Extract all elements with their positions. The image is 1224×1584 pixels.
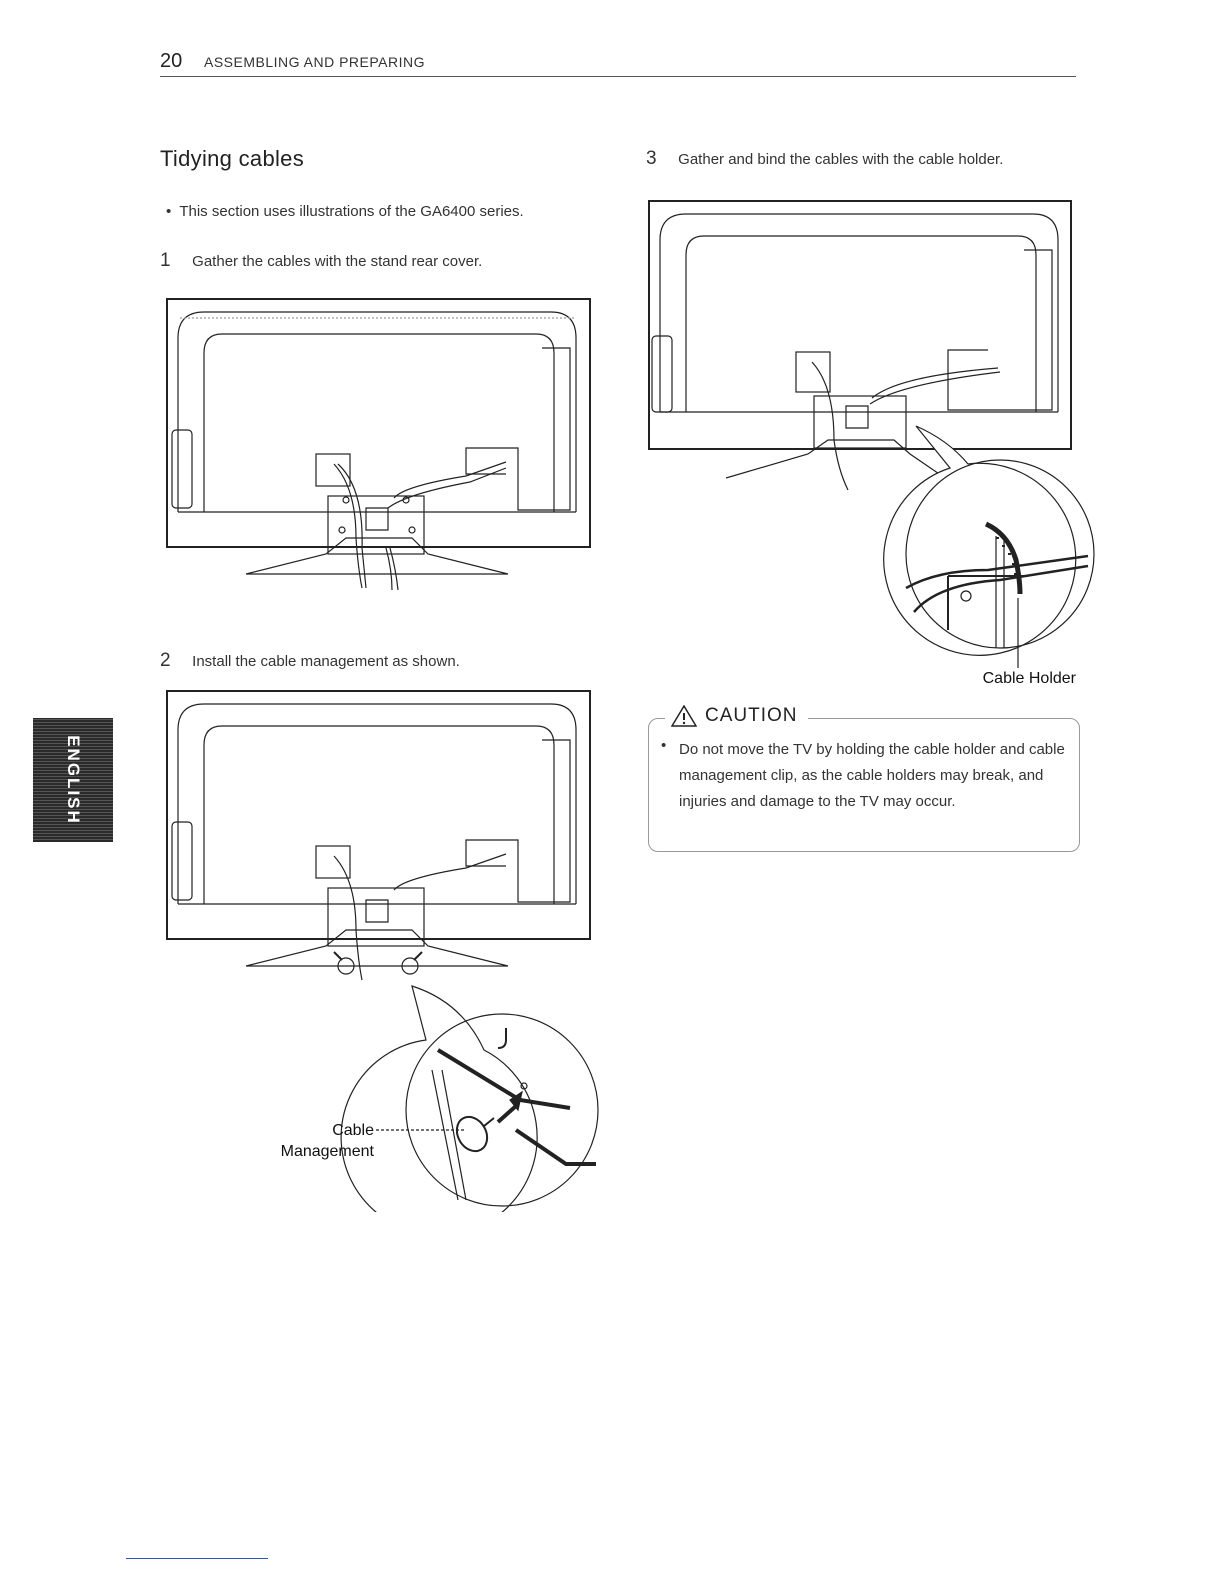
tv-rear-illustration-step-3 <box>648 200 1102 670</box>
series-note <box>166 203 524 220</box>
warning-icon <box>671 705 697 727</box>
caution-heading-text: CAUTION <box>705 705 798 726</box>
bullet: • <box>166 203 172 220</box>
step-2-text: Install the cable management as shown. <box>192 653 460 670</box>
footer-rule <box>126 1558 268 1559</box>
cable-management-label <box>250 1120 374 1162</box>
step-3-text: Gather and bind the cables with the cable holder. <box>678 151 1004 168</box>
cable-management-label-line-2: Management <box>280 1143 374 1160</box>
step-3-number: 3 <box>646 148 657 169</box>
page-title: Tidying cables <box>160 146 305 171</box>
language-tab <box>33 718 113 842</box>
series-note-text: This section uses illustrations of the GA6400 series. <box>179 203 524 220</box>
caution-box <box>648 705 1080 852</box>
step-2 <box>160 650 460 672</box>
step-1 <box>160 250 482 272</box>
cable-management-label-line-1: Cable <box>332 1122 374 1139</box>
step-1-number: 1 <box>160 250 171 271</box>
cable-holder-label: Cable Holder <box>982 670 1076 687</box>
page-number: 20 <box>160 50 183 72</box>
step-2-number: 2 <box>160 650 171 671</box>
step-1-text: Gather the cables with the stand rear cover. <box>192 253 483 270</box>
page-header <box>160 50 1076 77</box>
section-heading: ASSEMBLING AND PREPARING <box>204 54 426 70</box>
tv-rear-illustration-step-2 <box>166 690 600 1212</box>
tv-rear-illustration-step-1 <box>166 298 592 590</box>
caution-text: Do not move the TV by holding the cable holder and cable management clip, as the cable holders may break, and injuries and damage to the TV may occur. <box>679 741 1065 810</box>
bullet: • <box>661 737 667 754</box>
step-3 <box>646 148 1003 170</box>
caution-heading <box>665 705 808 727</box>
language-tab-label: ENGLISH <box>64 735 83 825</box>
